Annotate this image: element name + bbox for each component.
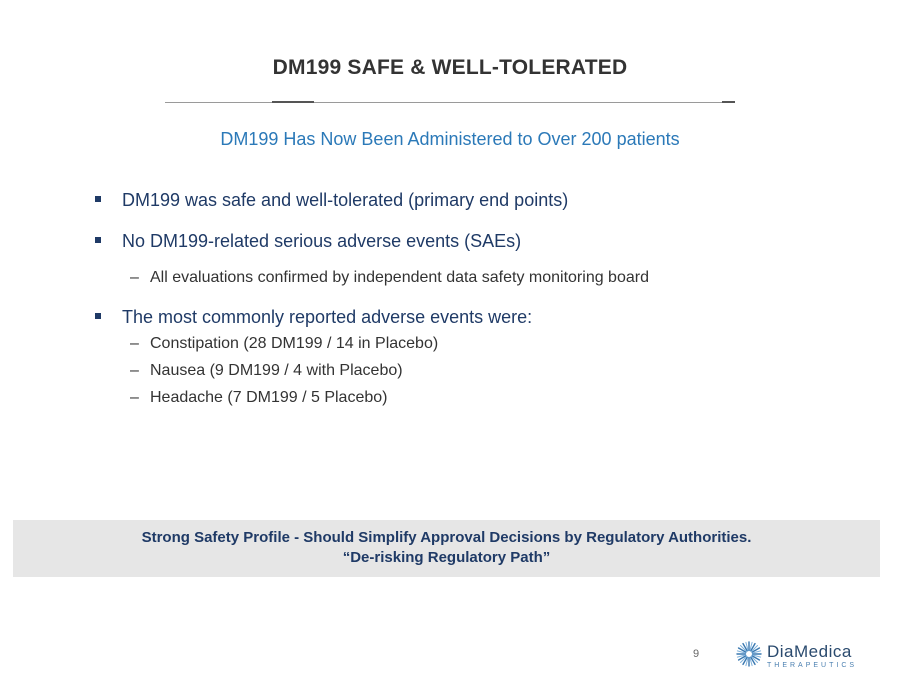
slide-subtitle: DM199 Has Now Been Administered to Over 200 patients <box>220 129 680 149</box>
dash-bullet-icon: – <box>130 335 139 352</box>
banner-line-2: “De-risking Regulatory Path” <box>342 549 551 566</box>
dash-bullet-icon: – <box>130 389 139 406</box>
bullet-text: DM199 was safe and well-tolerated (primary end points) <box>122 190 569 210</box>
conclusion-banner <box>13 520 880 577</box>
dash-bullet-icon: – <box>130 269 139 286</box>
bullet-text: The most commonly reported adverse events were: <box>122 307 533 327</box>
slide-title: DM199 SAFE & WELL-TOLERATED <box>272 56 628 79</box>
title-divider <box>165 102 735 103</box>
sub-bullet-item <box>130 389 387 407</box>
page-number: 9 <box>693 648 700 660</box>
bullet-item <box>95 307 532 328</box>
logo-wordmark <box>767 643 857 670</box>
logo-tagline: THERAPEUTICS <box>767 661 858 669</box>
square-bullet-icon <box>95 313 101 319</box>
square-bullet-icon <box>95 237 101 243</box>
sub-bullet-text: Nausea (9 DM199 / 4 with Placebo) <box>150 362 403 379</box>
sub-bullet-item <box>130 269 649 287</box>
title-divider-accent-right <box>722 101 735 103</box>
sub-bullet-text: Headache (7 DM199 / 5 Placebo) <box>150 389 388 406</box>
bullet-item <box>95 190 568 211</box>
sub-bullet-item <box>130 362 403 380</box>
bullet-text: No DM199-related serious adverse events (SAEs) <box>122 231 522 251</box>
sunburst-logo-icon <box>735 640 763 673</box>
dash-bullet-icon: – <box>130 362 139 379</box>
sub-bullet-text: Constipation (28 DM199 / 14 in Placebo) <box>150 335 439 352</box>
sub-bullet-text: All evaluations confirmed by independent data safety monitoring board <box>150 269 649 286</box>
sub-bullet-item <box>130 335 438 353</box>
logo-name: DiaMedica <box>767 641 852 661</box>
bullet-item <box>95 231 521 252</box>
banner-line-1: Strong Safety Profile - Should Simplify Approval Decisions by Regulatory Authorities. <box>141 529 752 546</box>
square-bullet-icon <box>95 196 101 202</box>
title-divider-accent-left <box>272 101 314 103</box>
company-logo <box>735 641 857 671</box>
